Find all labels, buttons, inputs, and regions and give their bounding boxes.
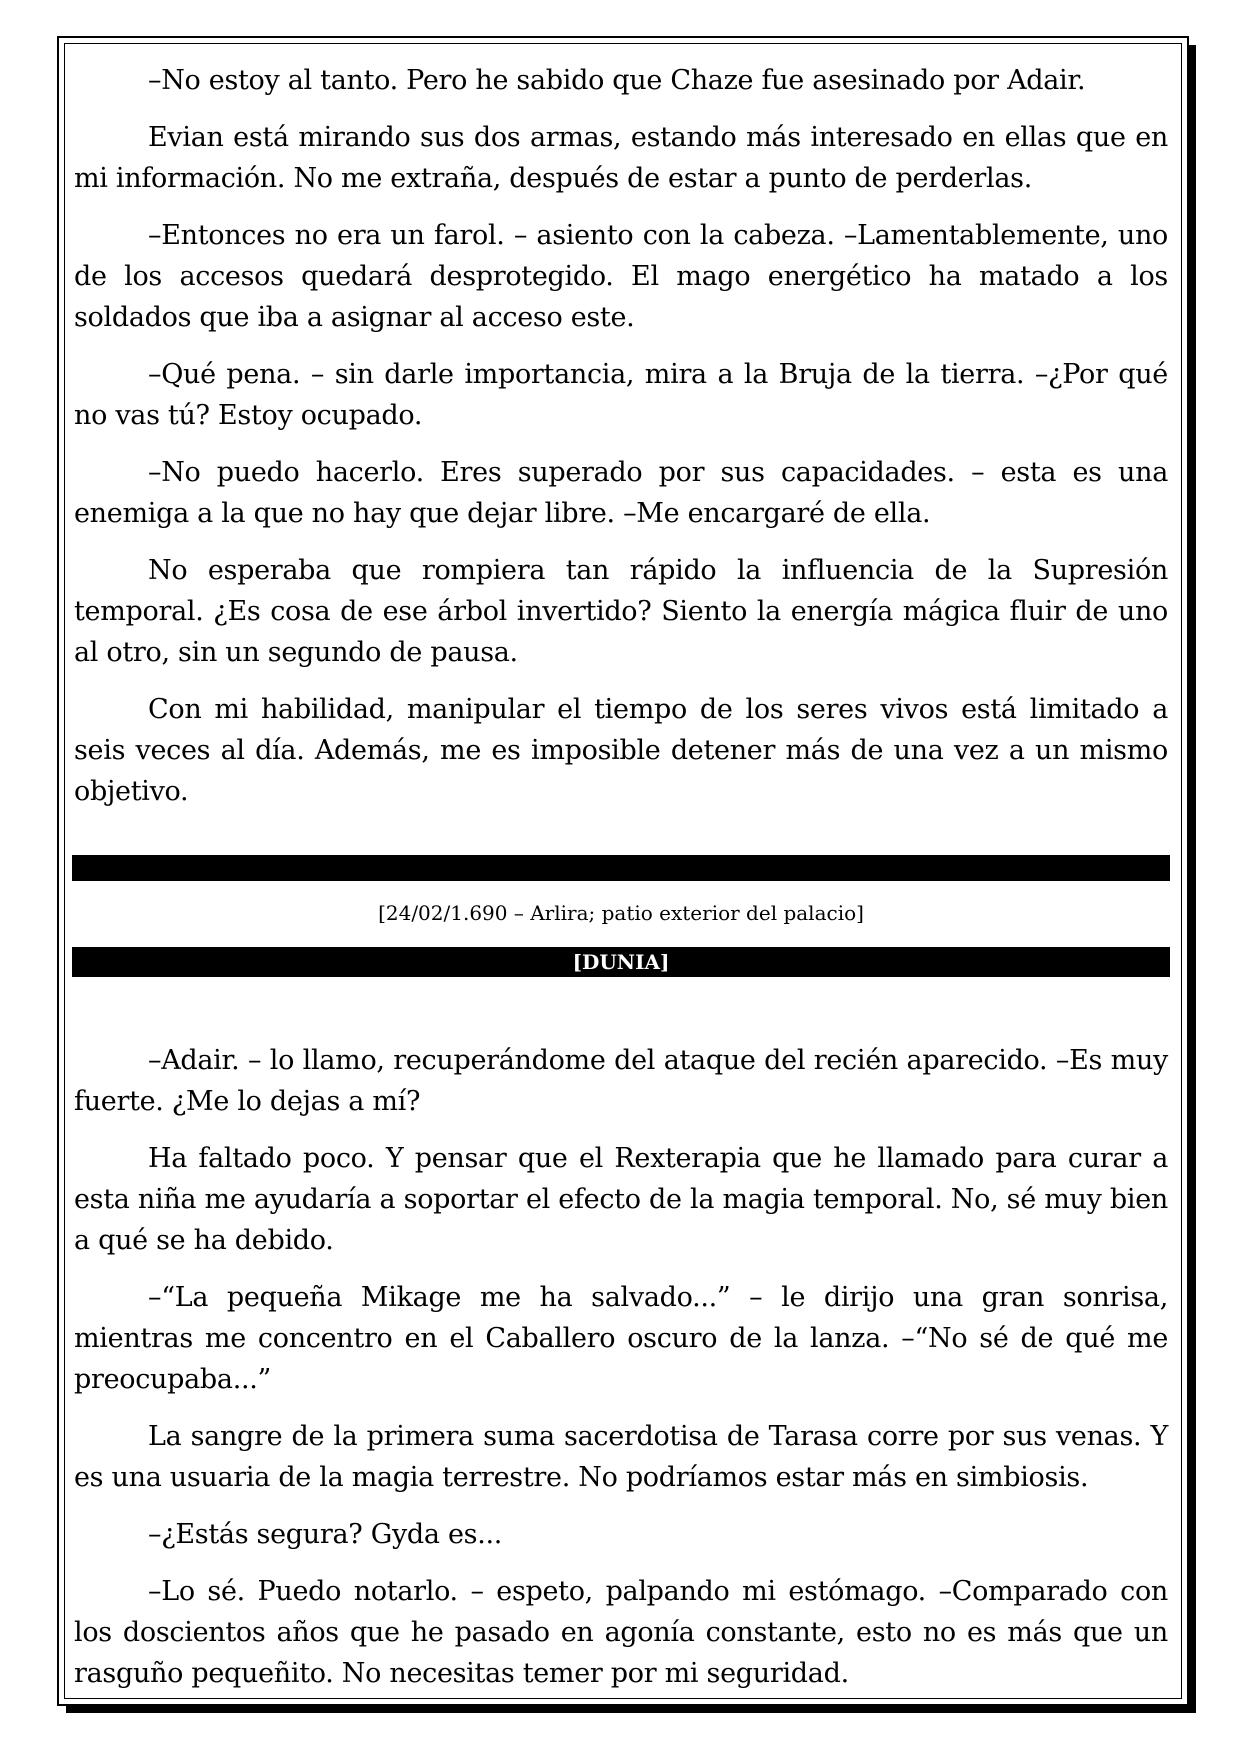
- paragraph: La sangre de la primera suma sacerdotisa de Tarasa corre por sus venas. Y es una usuaria de la magia terrestre. No podríamos estar más en simbiosis.: [74, 1421, 1168, 1493]
- scene-date-location: [24/02/1.690 – Arlira; patio exterior del palacio]: [378, 901, 864, 925]
- scene-divider-bar: [72, 855, 1170, 881]
- paragraph: –No puedo hacerlo. Eres superado por sus capacidades. – esta es una enemiga a la que no hay que dejar libre. –Me encargaré de ella.: [74, 457, 1168, 529]
- paragraph: –Entonces no era un farol. – asiento con la cabeza. –Lamentablemente, uno de los accesos quedará desprotegido. El mago energético ha matado a los soldados que iba a asignar al acceso este.: [74, 220, 1168, 333]
- paragraph: Evian está mirando sus dos armas, estando más interesado en ellas que en mi información. No me extraña, después de estar a punto de perderlas.: [74, 122, 1168, 194]
- paragraph: Con mi habilidad, manipular el tiempo de los seres vivos está limitado a seis veces al día. Además, me es imposible detener más de una vez a un mismo objetivo.: [74, 694, 1168, 807]
- paragraph: Ha faltado poco. Y pensar que el Rexterapia que he llamado para curar a esta niña me ayudaría a soportar el efecto de la magia temporal. No, sé muy bien a qué se ha debido.: [74, 1143, 1168, 1256]
- paragraph: –“La pequeña Mikage me ha salvado...” – le dirijo una gran sonrisa, mientras me concentro en el Caballero oscuro de la lanza. –“No sé de qué me preocupaba...”: [74, 1282, 1168, 1395]
- section-two-text: [74, 1040, 1168, 1710]
- paragraph: –No estoy al tanto. Pero he sabido que Chaze fue asesinado por Adair.: [148, 65, 1086, 96]
- paragraph: –¿Estás segura? Gyda es...: [148, 1519, 503, 1550]
- paragraph: –Adair. – lo llamo, recuperándome del ataque del recién aparecido. –Es muy fuerte. ¿Me lo dejas a mí?: [74, 1045, 1168, 1117]
- section-one-text: [74, 60, 1168, 828]
- scene-character-header: [DUNIA]: [72, 947, 1170, 977]
- paragraph: –Qué pena. – sin darle importancia, mira a la Bruja de la tierra. –¿Por qué no vas tú? Estoy ocupado.: [74, 359, 1168, 431]
- paragraph: No esperaba que rompiera tan rápido la influencia de la Supresión temporal. ¿Es cosa de ese árbol invertido? Siento la energía mágica fluir de uno al otro, sin un segundo de pausa.: [74, 555, 1168, 668]
- paragraph: –Lo sé. Puedo notarlo. – espeto, palpando mi estómago. –Comparado con los doscientos años que he pasado en agonía constante, esto no es más que un rasguño pequeñito. No necesitas temer por mi seguridad.: [74, 1576, 1168, 1689]
